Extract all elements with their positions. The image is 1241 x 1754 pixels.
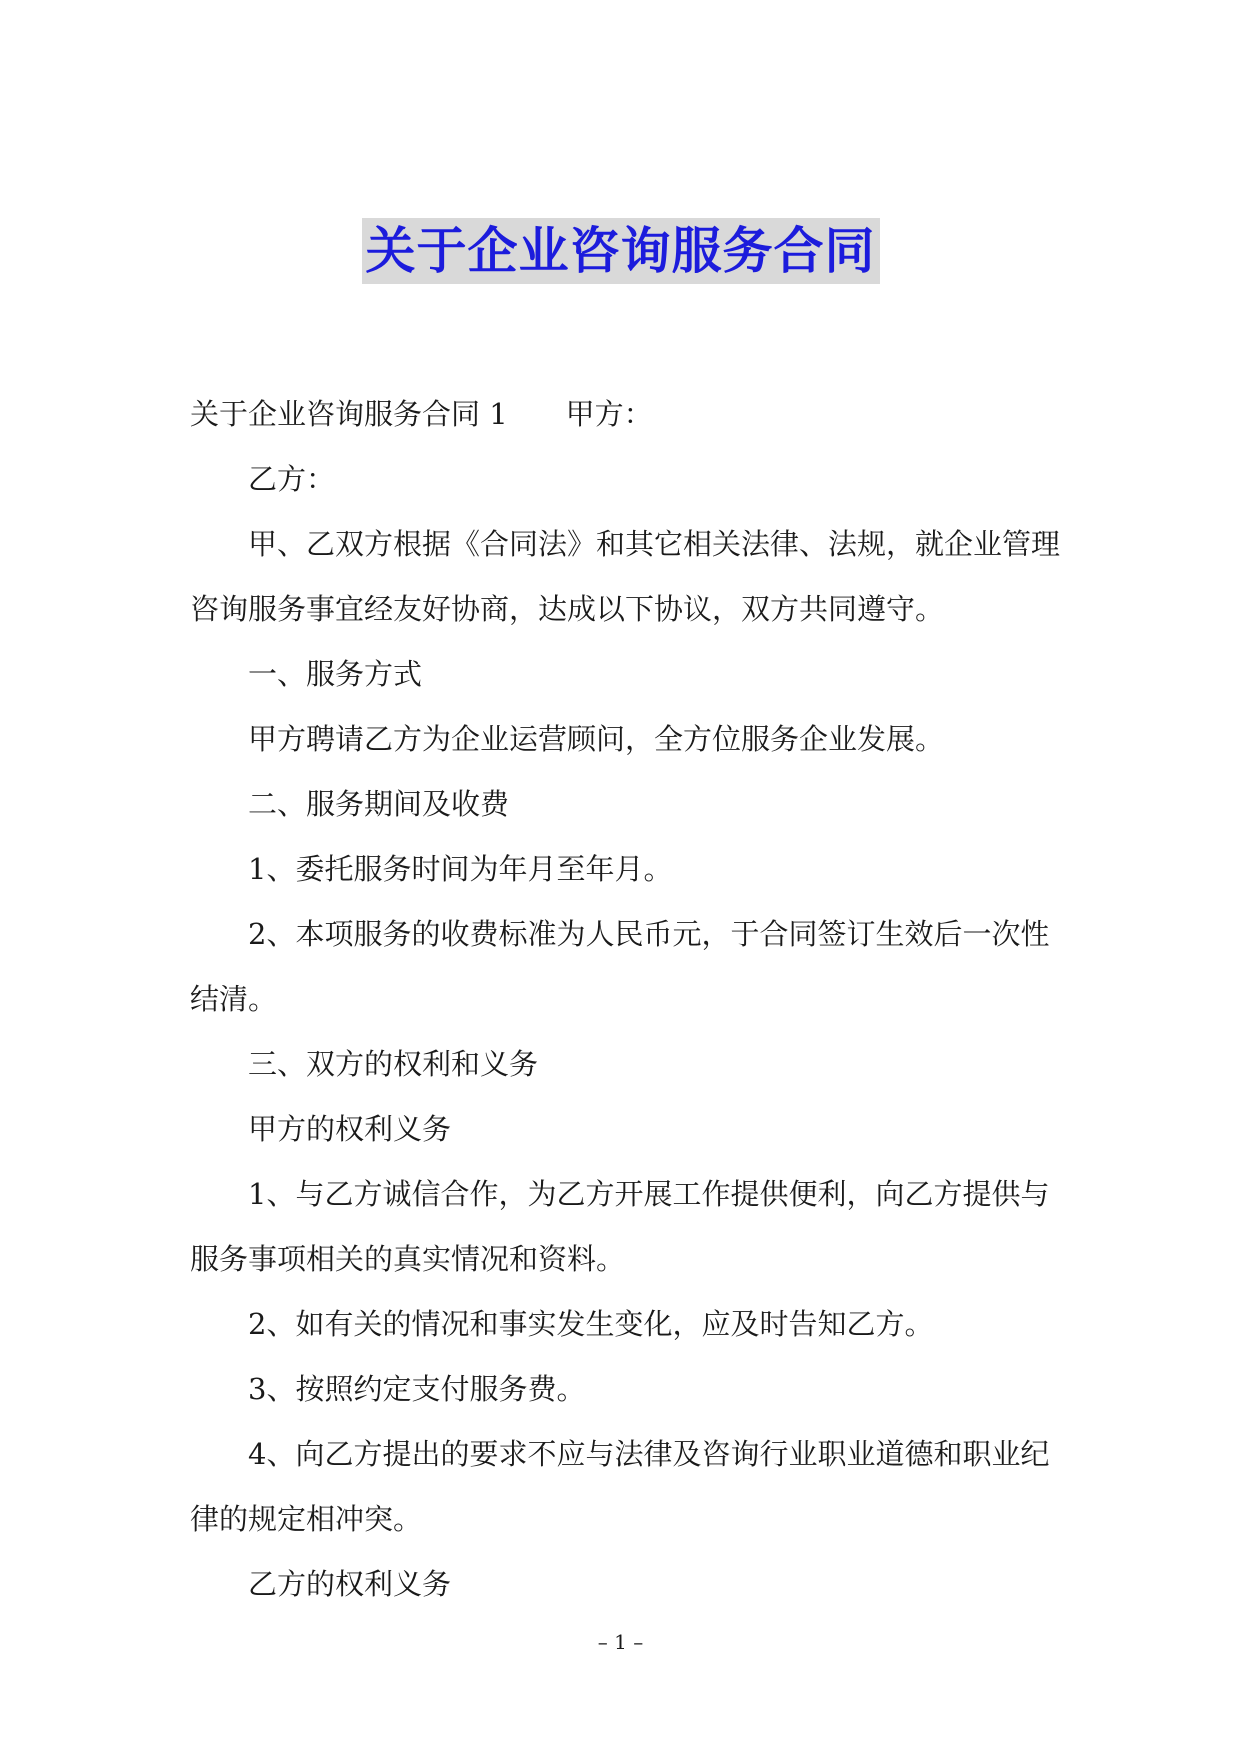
paragraph-line: 甲方聘请乙方为企业运营顾问，全方位服务企业发展。 bbox=[248, 722, 945, 756]
paragraph-line: 服务事项相关的真实情况和资料。 bbox=[190, 1242, 626, 1276]
document-title: 关于企业咨询服务合同 bbox=[362, 218, 880, 284]
paragraph-line: 2、本项服务的收费标准为人民币元，于合同签订生效后一次性 bbox=[248, 917, 1050, 951]
first-line bbox=[190, 382, 1062, 447]
title-container bbox=[0, 218, 1241, 284]
paragraph-line: 4、向乙方提出的要求不应与法律及咨询行业职业道德和职业纪 bbox=[248, 1437, 1050, 1471]
party-a-label: 甲方： bbox=[565, 397, 653, 431]
paragraph-line: 乙方的权利义务 bbox=[248, 1567, 452, 1601]
paragraph-line: 二、服务期间及收费 bbox=[248, 787, 510, 821]
paragraph-line: 乙方： bbox=[248, 462, 336, 496]
paragraph-line: 2、如有关的情况和事实发生变化，应及时告知乙方。 bbox=[248, 1307, 934, 1341]
paragraph-line: 甲、乙双方根据《合同法》和其它相关法律、法规，就企业管理 bbox=[248, 527, 1061, 561]
paragraph-line: 咨询服务事宜经友好协商，达成以下协议，双方共同遵守。 bbox=[190, 592, 945, 626]
paragraph-line: 3、按照约定支付服务费。 bbox=[248, 1372, 586, 1406]
paragraph-line: 结清。 bbox=[190, 982, 278, 1016]
paragraph-line: 律的规定相冲突。 bbox=[190, 1502, 423, 1536]
contract-heading: 关于企业咨询服务合同 1 bbox=[190, 397, 508, 431]
paragraph-line: 1、与乙方诚信合作，为乙方开展工作提供便利，向乙方提供与 bbox=[248, 1177, 1050, 1211]
page-number: – 1 – bbox=[597, 1630, 644, 1654]
paragraph-line: 三、双方的权利和义务 bbox=[248, 1047, 539, 1081]
paragraph-line: 一、服务方式 bbox=[248, 657, 423, 691]
document-body bbox=[190, 382, 1062, 1617]
paragraph-line: 1、委托服务时间为年月至年月。 bbox=[248, 852, 673, 886]
paragraph-lines bbox=[190, 447, 1062, 1617]
paragraph-line: 甲方的权利义务 bbox=[248, 1112, 452, 1146]
